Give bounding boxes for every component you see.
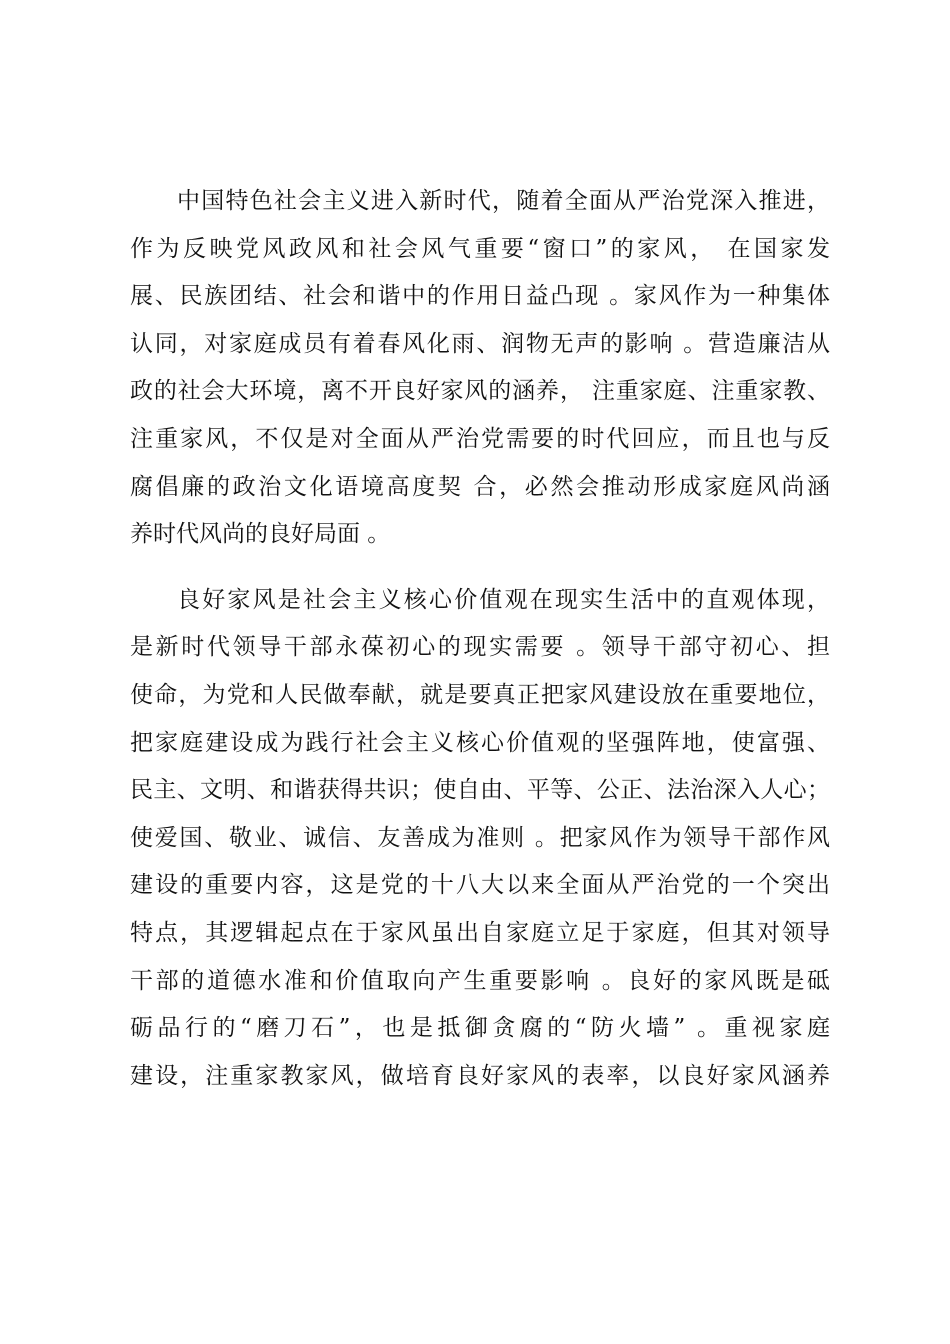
text-line: 政的社会大环境，离不开良好家风的涵养， 注重家庭、注重家教、 — [130, 378, 830, 405]
text-line: 认同，对家庭成员有着春风化雨、润物无声的影响 。营造廉洁从 — [130, 330, 830, 357]
text-line: 民主、文明、和谐获得共识；使自由、平等、公正、法治深入人心； — [130, 777, 830, 804]
text-line: 注重家风，不仅是对全面从严治党需要的时代回应，而且也与反 — [130, 425, 830, 452]
text-line: 养时代风尚的良好局面 。 — [130, 521, 391, 548]
text-line: 建设的重要内容，这是党的十八大以来全面从严治党的一个突出 — [130, 872, 830, 899]
document-body — [130, 178, 830, 1100]
text-line: 作为反映党风政风和社会风气重要“窗口”的家风， 在国家发 — [130, 235, 830, 262]
text-line: 干部的道德水准和价值取向产生重要影响 。良好的家风既是砥 — [130, 967, 830, 994]
text-line: 砺品行的“磨刀石”，也是抵御贪腐的“防火墙” 。重视家庭 — [130, 1015, 830, 1042]
text-line: 特点，其逻辑起点在于家风虽出自家庭立足于家庭，但其对领导 — [130, 919, 830, 946]
text-line: 是新时代领导干部永葆初心的现实需要 。领导干部守初心、担 — [130, 634, 830, 661]
text-line: 使命，为党和人民做奉献，就是要真正把家风建设放在重要地位， — [130, 681, 830, 708]
text-line: 建设，注重家教家风，做培育良好家风的表率，以良好家风涵养 — [130, 1062, 830, 1089]
text-line: 使爱国、敬业、诚信、友善成为准则 。把家风作为领导干部作风 — [130, 824, 830, 851]
text-line: 腐倡廉的政治文化语境高度契 合，必然会推动形成家庭风尚涵 — [130, 473, 830, 500]
text-line: 中国特色社会主义进入新时代，随着全面从严治党深入推进， — [177, 188, 830, 214]
text-line: 展、民族团结、社会和谐中的作用日益凸现 。家风作为一种集体 — [130, 283, 830, 310]
text-line: 良好家风是社会主义核心价值观在现实生活中的直观体现， — [177, 586, 830, 613]
text-line: 把家庭建设成为践行社会主义核心价值观的坚强阵地，使富强、 — [130, 729, 830, 756]
paragraph-1 — [130, 178, 830, 559]
paragraph-2 — [130, 577, 830, 1101]
